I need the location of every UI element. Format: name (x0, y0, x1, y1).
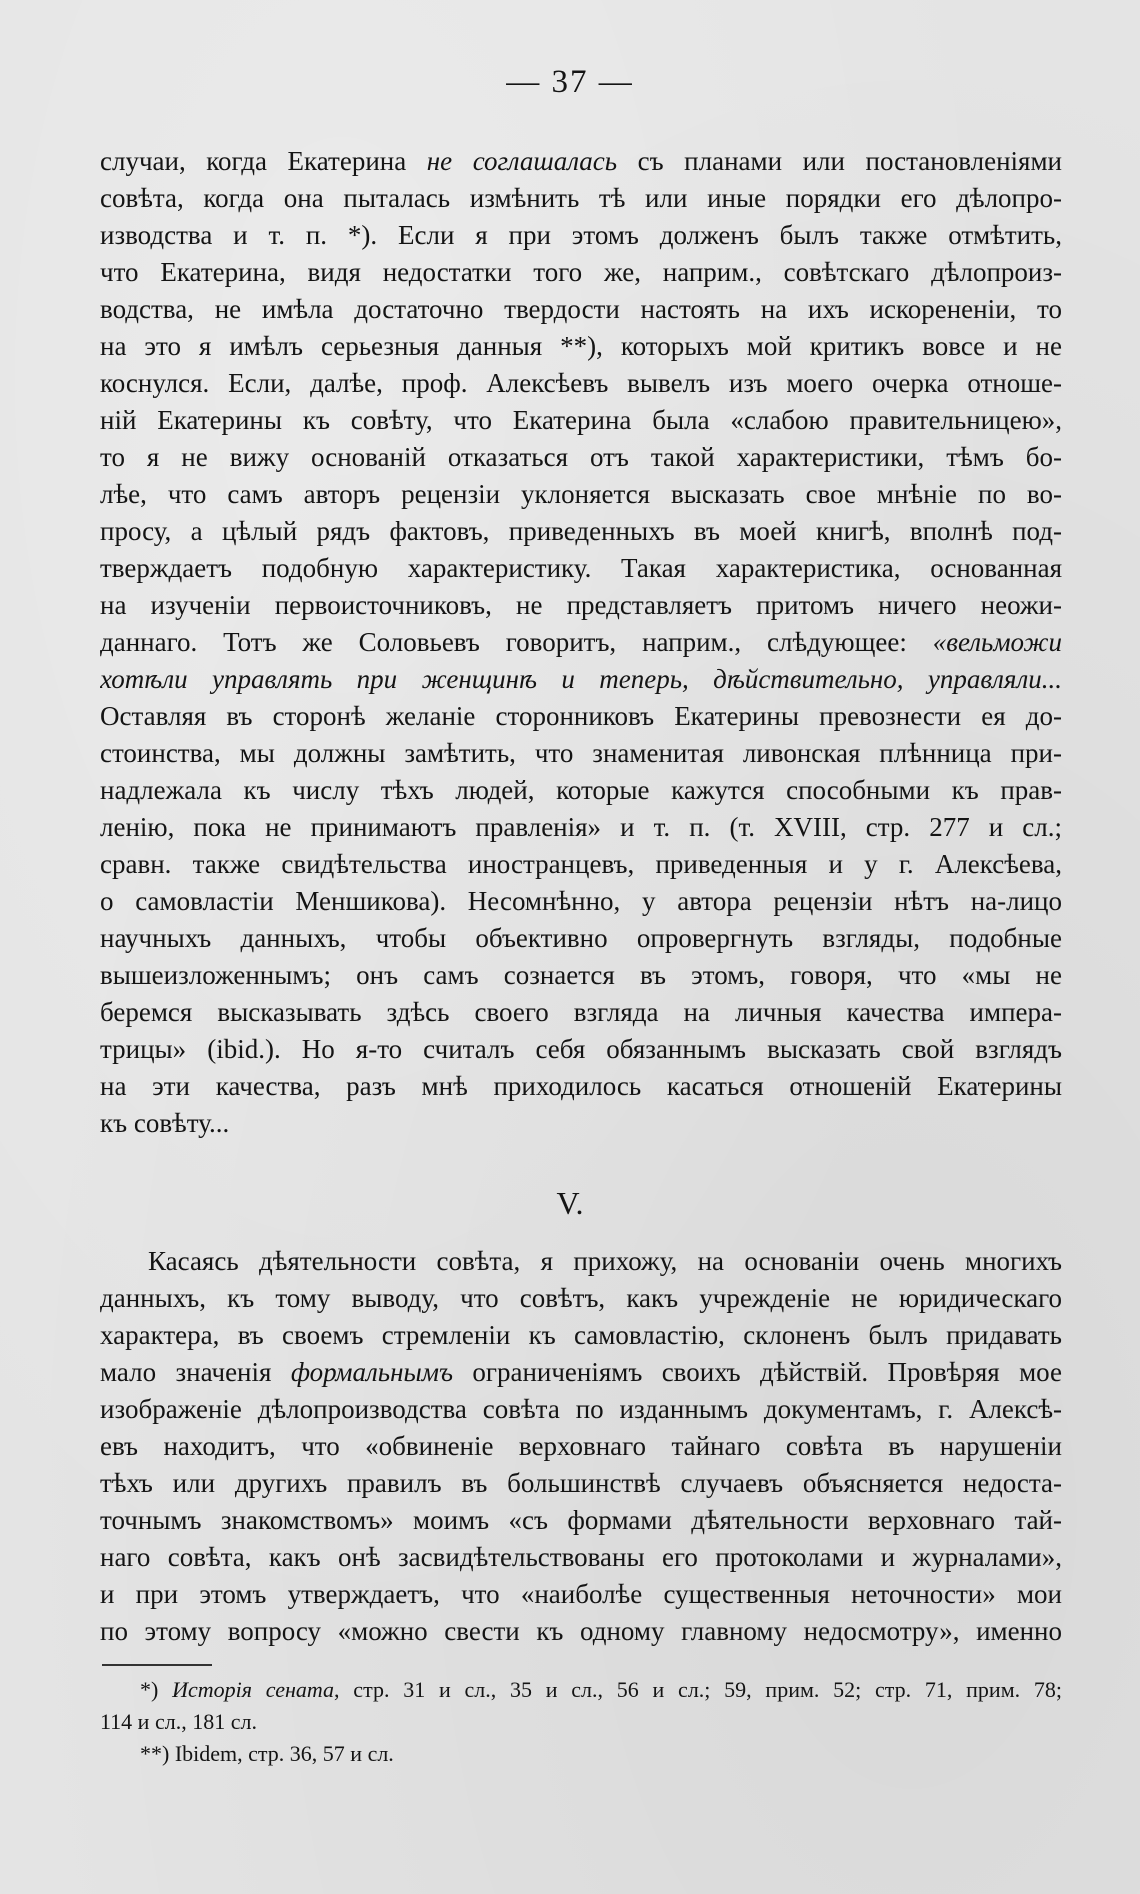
text-line: на изученіи первоисточниковъ, не представляетъ притомъ ничего неожи- (100, 590, 1062, 620)
text-line: на эти качества, разъ мнѣ приходилось касаться отношеній Екатерины (100, 1071, 1062, 1101)
text-line: къ совѣту... (100, 1108, 230, 1138)
footnote-1: *) Исторія сената, стр. 31 и сл., 35 и сл., 56 и сл.; 59, прим. 52; стр. 71, прим. 78; (140, 1677, 1062, 1702)
section-heading: V. (556, 1185, 584, 1221)
paragraph-2 (100, 1243, 1062, 1650)
text-line: мало значенія формальнымъ ограниченіямъ своихъ дѣйствій. Провѣряя мое (100, 1357, 1062, 1387)
text-line: на это я имѣлъ серьезныя данныя **), которыхъ мой критикъ вовсе и не (100, 331, 1062, 361)
footnotes (100, 1674, 1062, 1770)
footnote-1-continuation: 114 и сл., 181 сл. (100, 1709, 257, 1734)
text-line: ленію, пока не принимаютъ правленія» и т. п. (т. XVIII, стр. 277 и сл.; (100, 812, 1062, 842)
text-line: трицы» (ibid.). Но я-то считалъ себя обязаннымъ высказать свой взглядъ (100, 1034, 1062, 1064)
text-line: Касаясь дѣятельности совѣта, я прихожу, на основаніи очень многихъ (148, 1246, 1062, 1276)
text-line: лѣе, что самъ авторъ рецензіи уклоняется высказать свое мнѣніе по во- (100, 479, 1062, 509)
text-line: по этому вопросу «можно свести къ одному главному недосмотру», именно (100, 1616, 1062, 1646)
text-line: случаи, когда Екатерина не соглашалась съ планами или постановленіями (100, 146, 1062, 176)
text-line: сравн. также свидѣтельства иностранцевъ, приведенныя и у г. Алексѣева, (100, 849, 1062, 879)
text-line: водства, не имѣла достаточно твердости настоять на ихъ искорененіи, то (100, 294, 1062, 324)
text-line: характера, въ своемъ стремленіи къ самовластію, склоненъ былъ придавать (100, 1320, 1062, 1350)
text-line: просу, а цѣлый рядъ фактовъ, приведенныхъ въ моей книгѣ, вполнѣ под- (100, 516, 1062, 546)
text-line: ній Екатерины къ совѣту, что Екатерина была «слабою правительницею», (100, 405, 1062, 435)
text-line: тѣхъ или другихъ правилъ въ большинствѣ случаевъ объясняется недоста- (100, 1468, 1062, 1498)
text-line: точнымъ знакомствомъ» моимъ «съ формами дѣятельности верховнаго тай- (100, 1505, 1062, 1535)
text-line: хотѣли управлять при женщинѣ и теперь, дѣйствительно, управляли... (100, 664, 1062, 694)
text-line: беремся высказывать здѣсь своего взгляда на личныя качества импера- (100, 997, 1062, 1027)
text-line: данныхъ, къ тому выводу, что совѣтъ, какъ учрежденіе не юридическаго (100, 1283, 1062, 1313)
text-line: то я не вижу основаній отказаться отъ такой характеристики, тѣмъ бо- (100, 442, 1062, 472)
text-line: стоинства, мы должны замѣтить, что знаменитая ливонская плѣнница при- (100, 738, 1062, 768)
text-line: о самовластіи Меншикова). Несомнѣнно, у автора рецензіи нѣтъ на-лицо (100, 886, 1062, 916)
page-number: — 37 — (506, 64, 634, 100)
text-line: совѣта, когда она пыталась измѣнить тѣ или иные порядки его дѣлопро- (100, 183, 1062, 213)
text-line: надлежала къ числу тѣхъ людей, которые кажутся способными къ прав- (100, 775, 1062, 805)
text-line: изображеніе дѣлопроизводства совѣта по изданнымъ документамъ, г. Алексѣ- (100, 1394, 1062, 1424)
text-line: Оставляя въ сторонѣ желаніе сторонниковъ Екатерины превознести ея до- (100, 701, 1062, 731)
text-line: что Екатерина, видя недостатки того же, наприм., совѣтскаго дѣлопроиз- (100, 257, 1062, 287)
paragraph-1 (100, 143, 1062, 1142)
text-line: даннаго. Тотъ же Соловьевъ говоритъ, наприм., слѣдующее: «вельможи (100, 627, 1062, 657)
text-line: научныхъ данныхъ, чтобы объективно опровергнуть взгляды, подобные (100, 923, 1062, 953)
text-line: наго совѣта, какъ онѣ засвидѣтельствованы его протоколами и журналами», (100, 1542, 1062, 1572)
text-line: вышеизложеннымъ; онъ самъ сознается въ этомъ, говоря, что «мы не (100, 960, 1062, 990)
footnote-2: **) Ibidem, стр. 36, 57 и сл. (140, 1741, 394, 1766)
text-line: евъ находитъ, что «обвиненіе верховнаго тайнаго совѣта въ нарушеніи (100, 1431, 1062, 1461)
text-line: тверждаетъ подобную характеристику. Такая характеристика, основанная (100, 553, 1062, 583)
footnote-divider (102, 1664, 212, 1666)
text-line: изводства и т. п. *). Если я при этомъ долженъ былъ также отмѣтить, (100, 220, 1062, 250)
text-line: коснулся. Если, далѣе, проф. Алексѣевъ вывелъ изъ моего очерка отноше- (100, 368, 1062, 398)
text-line: и при этомъ утверждаетъ, что «наиболѣе существенныя неточности» мои (100, 1579, 1062, 1609)
